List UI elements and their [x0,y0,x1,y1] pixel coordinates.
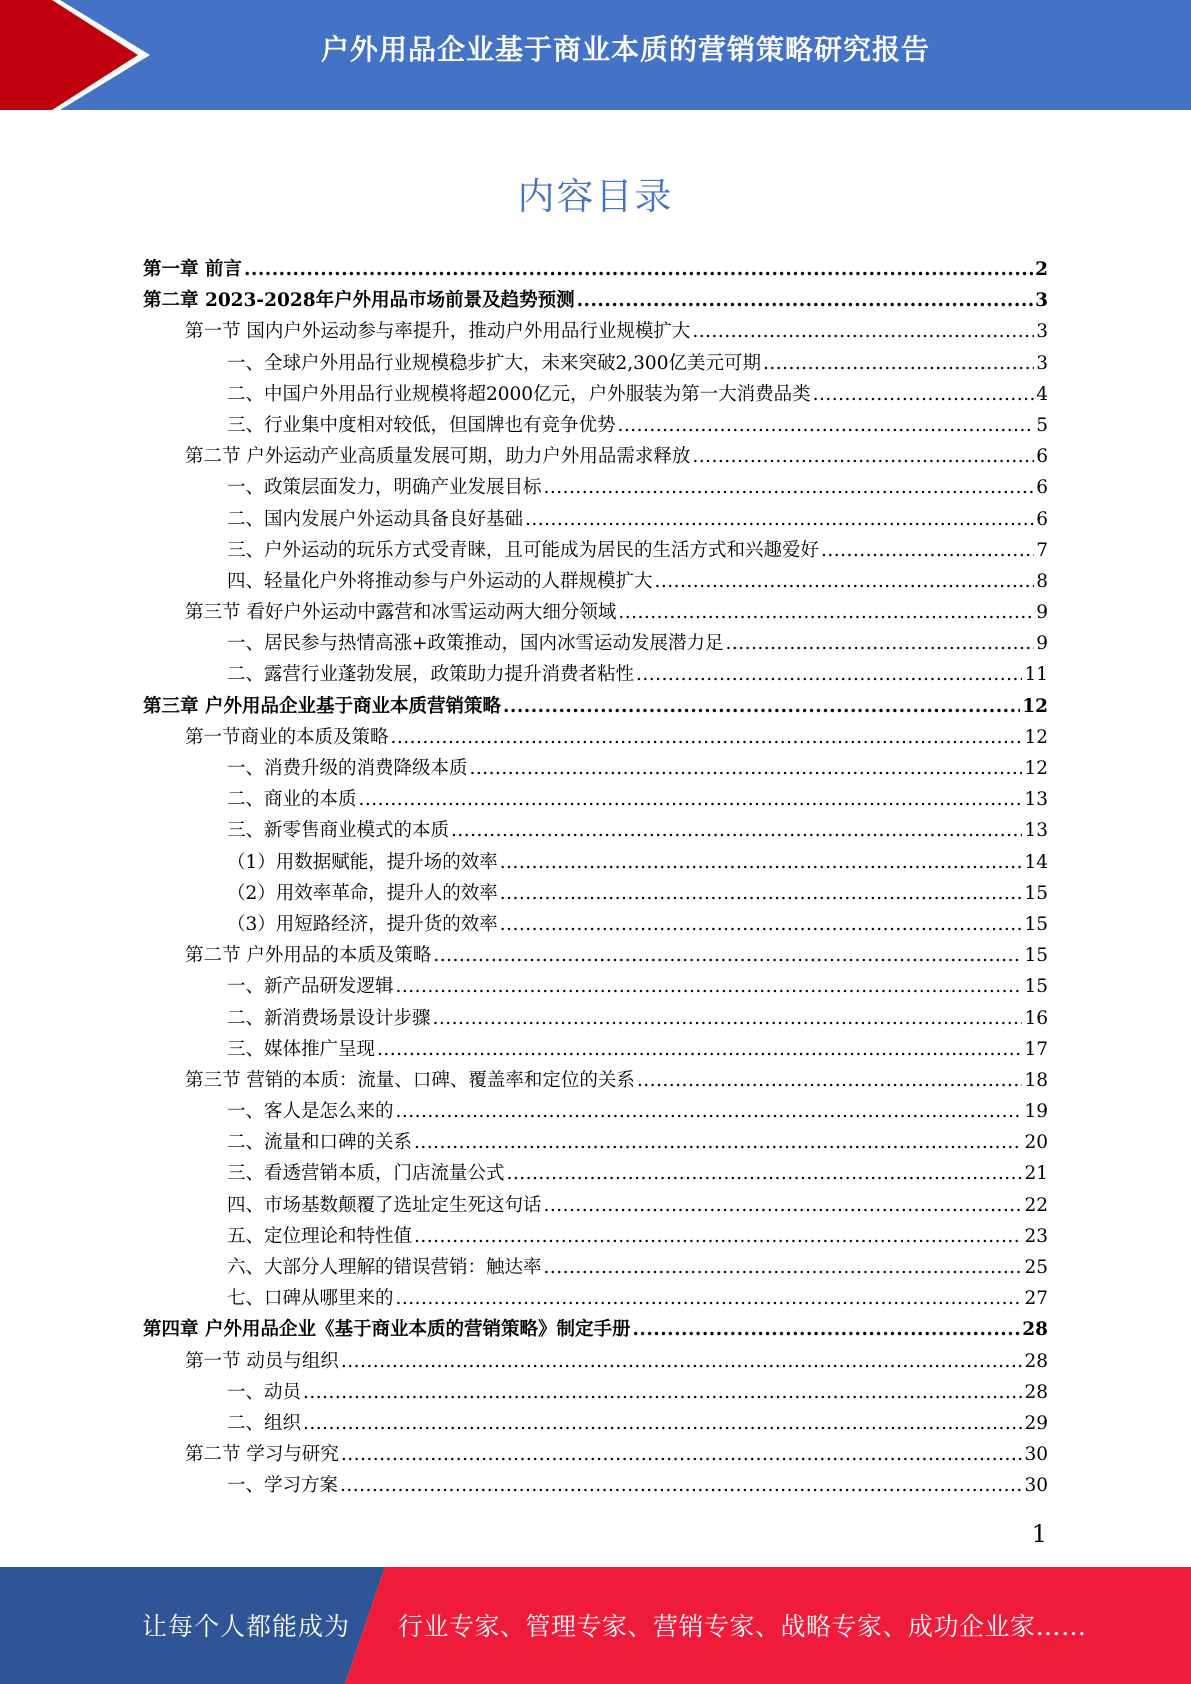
toc-entry-title: 三、媒体推广呈现 [227,1038,376,1060]
toc-entry-page: 5 [1036,414,1048,436]
toc-entry[interactable] [143,1377,1048,1408]
toc-entry-title: 第二章 2023-2028年户外用品市场前景及趋势预测 [143,290,575,312]
toc-entry[interactable] [143,628,1048,659]
toc-dot-leader [636,659,1022,690]
toc-entry[interactable] [143,1346,1048,1377]
toc-entry[interactable] [143,1096,1048,1127]
toc-entry[interactable] [143,784,1048,815]
toc-entry-page: 22 [1024,1194,1048,1216]
toc-dot-leader [391,722,1023,753]
toc-entry-title: 三、行业集中度相对较低，但国牌也有竞争优势 [227,414,616,436]
toc-entry-title: 第二节 学习与研究 [185,1444,339,1466]
toc-dot-leader [507,1158,1023,1189]
toc-entry-page: 27 [1024,1288,1048,1310]
toc-entry-title: 第一节 动员与组织 [185,1350,339,1372]
toc-dot-leader [340,1470,1022,1501]
toc-entry[interactable] [143,1439,1048,1470]
toc-entry[interactable] [143,691,1048,722]
toc-entry[interactable] [143,504,1048,535]
toc-entry[interactable] [143,1252,1048,1283]
toc-dot-leader [525,504,1034,535]
toc-entry-title: 一、新产品研发逻辑 [227,976,394,998]
toc-dot-leader [544,1190,1023,1221]
toc-entry[interactable] [143,971,1048,1002]
toc-entry[interactable] [143,1221,1048,1252]
toc-dot-leader [726,628,1035,659]
toc-entry-title: 一、政策层面发力，明确产业发展目标 [227,477,542,499]
toc-dot-leader [500,909,1023,940]
toc-entry-title: 四、市场基数颠覆了选址定生死这句话 [227,1194,542,1216]
toc-entry[interactable] [143,1127,1048,1158]
toc-entry[interactable] [143,909,1048,940]
toc-dot-leader [396,971,1023,1002]
toc-dot-leader [692,441,1034,472]
toc-entry-page: 6 [1036,446,1048,468]
toc-dot-leader [692,316,1034,347]
toc-entry-page: 12 [1024,726,1048,748]
toc-dot-leader [433,1003,1023,1034]
toc-entry[interactable] [143,659,1048,690]
toc-entry[interactable] [143,348,1048,379]
toc-entry-page: 25 [1024,1257,1048,1278]
toc-entry[interactable] [143,1314,1048,1345]
toc-entry[interactable] [143,472,1048,503]
toc-entry[interactable] [143,815,1048,846]
toc-entry-title: 第一节 国内户外运动参与率提升，推动户外用品行业规模扩大 [185,321,691,343]
toc-entry[interactable] [143,316,1048,347]
toc-entry-page: 30 [1024,1444,1048,1466]
footer-band [0,1567,1191,1684]
toc-entry-page: 15 [1024,882,1048,904]
toc-entry[interactable] [143,940,1048,971]
toc-dot-leader [470,753,1023,784]
toc-entry[interactable] [143,379,1048,410]
toc-dot-leader [763,348,1034,379]
toc-entry-page: 20 [1024,1132,1048,1154]
toc-entry-title: 一、消费升级的消费降级本质 [227,758,468,779]
toc-entry[interactable] [143,597,1048,628]
toc-entry-page: 7 [1036,539,1048,561]
toc-entry[interactable] [143,1034,1048,1065]
header-band [0,0,1191,110]
toc-dot-leader [577,285,1034,316]
toc-entry-title: 二、国内发展户外运动具备良好基础 [227,508,524,530]
toc-entry-page: 2 [1035,259,1048,280]
report-title: 户外用品企业基于商业本质的营销策略研究报告 [320,33,930,66]
toc-dot-leader [632,1314,1020,1345]
toc-dot-leader [433,940,1022,971]
toc-dot-leader [414,1221,1022,1252]
toc-dot-leader [396,1283,1023,1314]
table-of-contents [143,254,1048,1502]
toc-entry-page: 17 [1024,1038,1048,1060]
toc-entry-page: 28 [1022,1319,1048,1341]
toc-entry-title: 三、户外运动的玩乐方式受青睐，且可能成为居民的生活方式和兴趣爱好 [227,539,820,561]
toc-entry-page: 4 [1036,383,1048,405]
toc-entry-title: 一、客人是怎么来的 [227,1101,394,1123]
toc-entry-title: 二、露营行业蓬勃发展，政策助力提升消费者粘性 [227,664,635,686]
toc-entry-page: 6 [1036,508,1048,530]
toc-dot-leader [341,1439,1023,1470]
toc-entry-page: 6 [1036,477,1048,499]
toc-entry[interactable] [143,1470,1048,1501]
toc-dot-leader [503,691,1020,722]
toc-entry[interactable] [143,1283,1048,1314]
toc-entry-title: 第二节 户外用品的本质及策略 [185,945,432,967]
toc-dot-leader [544,1252,1023,1283]
toc-entry-title: 二、商业的本质 [227,789,357,811]
toc-entry[interactable] [143,441,1048,472]
toc-entry[interactable] [143,285,1048,316]
toc-entry-page: 23 [1024,1225,1048,1247]
toc-entry-page: 9 [1036,633,1048,655]
toc-entry-title: 一、动员 [227,1381,302,1403]
toc-entry-title: 第三节 看好户外运动中露营和冰雪运动两大细分领域 [185,602,617,624]
toc-entry-title: 二、流量和口碑的关系 [227,1132,413,1154]
toc-entry-title: 二、组织 [227,1412,302,1434]
toc-dot-leader [544,472,1035,503]
toc-entry-title: 一、学习方案 [227,1475,339,1497]
footer-slogan-left: 让每个人都能成为 [142,1612,351,1641]
toc-entry-page: 21 [1024,1163,1048,1185]
page-number: 1 [1031,1520,1047,1548]
toc-entry[interactable] [143,535,1048,566]
toc-dot-leader [821,535,1034,566]
toc-entry-page: 15 [1024,913,1048,935]
toc-entry-page: 12 [1024,758,1048,779]
toc-entry-page: 28 [1024,1381,1048,1403]
toc-dot-leader [414,1127,1022,1158]
toc-entry-title: 五、定位理论和特性值 [227,1225,413,1247]
toc-entry-title: 一、全球户外用品行业规模稳步扩大，未来突破2,300亿美元可期 [227,352,761,374]
toc-entry-page: 15 [1024,945,1048,967]
toc-entry-title: 四、轻量化户外将推动参与户外运动的人群规模扩大 [227,570,653,592]
toc-dot-leader [618,597,1034,628]
toc-entry[interactable] [143,254,1048,285]
toc-entry-title: 三、看透营销本质，门店流量公式 [227,1163,505,1185]
toc-entry[interactable] [143,1190,1048,1221]
toc-entry-title: 第三章 户外用品企业基于商业本质营销策略 [143,695,501,717]
toc-entry[interactable] [143,566,1048,597]
toc-dot-leader [303,1377,1022,1408]
toc-entry[interactable] [143,1003,1048,1034]
toc-dot-leader [451,815,1022,846]
toc-entry-page: 13 [1024,820,1048,842]
toc-entry-title: 二、中国户外用品行业规模将超2000亿元，户外服装为第一大消费品类 [227,383,811,405]
toc-entry-title: （1）用数据赋能，提升场的效率 [227,851,498,873]
toc-dot-leader [637,1065,1023,1096]
toc-entry-page: 12 [1022,695,1048,717]
toc-dot-leader [359,784,1023,815]
toc-dot-leader [813,379,1035,410]
toc-entry-title: （3）用短路经济，提升货的效率 [227,913,498,935]
toc-entry[interactable] [143,753,1048,784]
toc-entry-page: 28 [1024,1350,1048,1372]
toc-entry-title: 七、口碑从哪里来的 [227,1288,394,1310]
toc-dot-leader [244,254,1033,285]
toc-entry-title: 第一节商业的本质及策略 [185,726,389,748]
toc-heading: 内容目录 [517,175,674,218]
toc-dot-leader [377,1034,1022,1065]
toc-entry-title: 一、居民参与热情高涨+政策推动，国内冰雪运动发展潜力足 [227,633,724,655]
footer-slogan-right: 行业专家、管理专家、营销专家、战略专家、成功企业家…… [398,1612,1087,1641]
toc-entry-page: 3 [1035,290,1048,312]
toc-entry[interactable] [143,878,1048,909]
toc-entry[interactable] [143,722,1048,753]
toc-entry-page: 3 [1036,321,1048,343]
toc-entry-page: 18 [1024,1069,1048,1091]
toc-entry-page: 30 [1024,1475,1048,1497]
toc-dot-leader [655,566,1035,597]
toc-entry[interactable] [143,847,1048,878]
toc-entry[interactable] [143,410,1048,441]
toc-entry-title: 二、新消费场景设计步骤 [227,1007,431,1029]
toc-entry-title: 第三节 营销的本质：流量、口碑、覆盖率和定位的关系 [185,1069,635,1091]
toc-entry[interactable] [143,1065,1048,1096]
toc-entry-title: 六、大部分人理解的错误营销：触达率 [227,1257,542,1278]
toc-entry-title: 三、新零售商业模式的本质 [227,820,450,842]
toc-entry-title: 第四章 户外用品企业《基于商业本质的营销策略》制定手册 [143,1319,631,1341]
toc-dot-leader [618,410,1035,441]
toc-entry-page: 29 [1024,1412,1048,1434]
toc-dot-leader [500,847,1023,878]
toc-entry-page: 15 [1024,976,1048,998]
toc-entry-title: （2）用效率革命，提升人的效率 [227,882,498,904]
toc-dot-leader [396,1096,1023,1127]
toc-dot-leader [341,1346,1023,1377]
toc-entry-page: 11 [1024,664,1048,686]
toc-entry-page: 3 [1036,352,1048,374]
toc-entry-page: 19 [1024,1101,1048,1123]
toc-entry-title: 第二节 户外运动产业高质量发展可期，助力户外用品需求释放 [185,446,691,468]
toc-dot-leader [303,1408,1022,1439]
toc-entry-title: 第一章 前言 [143,259,242,280]
toc-entry-page: 8 [1036,570,1048,592]
toc-entry[interactable] [143,1408,1048,1439]
toc-entry-page: 9 [1036,602,1048,624]
toc-entry-page: 13 [1024,789,1048,811]
toc-entry[interactable] [143,1158,1048,1189]
toc-entry-page: 14 [1024,851,1048,873]
toc-entry-page: 16 [1024,1007,1048,1029]
toc-dot-leader [500,878,1023,909]
